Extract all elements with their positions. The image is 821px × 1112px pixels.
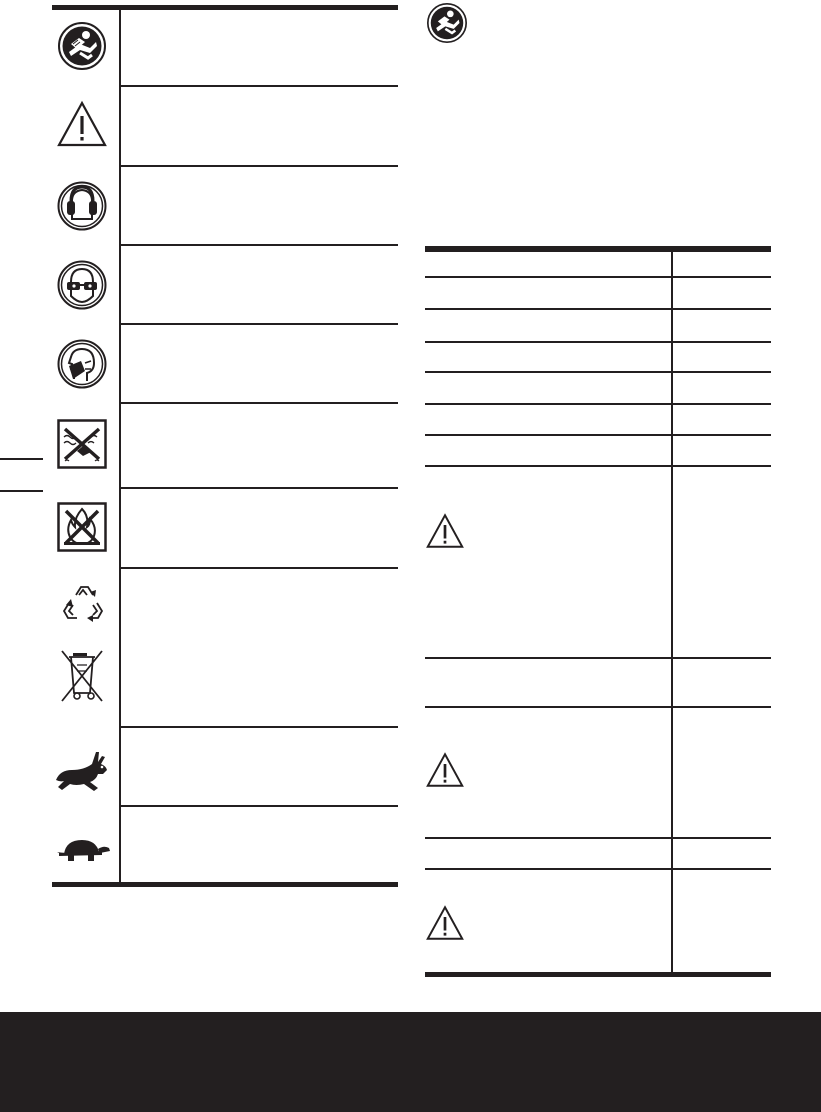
spec-table-top-rule (425, 246, 771, 252)
symbol-table-bottom-rule (52, 882, 398, 887)
spec-row-divider (425, 308, 771, 310)
warning-triangle-icon (425, 513, 465, 554)
read-manual-icon (427, 3, 467, 48)
spec-row-divider (425, 434, 771, 436)
symbol-row-divider (120, 726, 398, 728)
spec-table-bottom-rule (425, 972, 771, 977)
spec-row-divider (425, 657, 771, 659)
read-manual-icon (58, 22, 106, 70)
margin-mark (0, 458, 43, 460)
spec-row-divider (425, 403, 771, 405)
spec-row-divider (425, 341, 771, 343)
recycle-icon (59, 581, 107, 627)
spec-row-divider (425, 371, 771, 373)
dust-mask-icon (57, 339, 107, 389)
symbol-row-divider (120, 244, 398, 246)
spec-row-divider (425, 706, 771, 708)
weee-bin-icon (58, 647, 106, 703)
symbol-row-divider (120, 165, 398, 167)
symbol-row-divider (120, 567, 398, 569)
footer-band (0, 1012, 821, 1112)
ear-protection-icon (57, 181, 107, 231)
right-column (425, 0, 771, 990)
symbol-table (52, 5, 398, 890)
no-fire-icon (57, 502, 107, 552)
no-rain-icon (57, 419, 107, 469)
symbol-table-top-rule (52, 5, 398, 10)
symbol-row-divider (120, 402, 398, 404)
margin-mark (0, 490, 43, 492)
symbol-row-divider (120, 487, 398, 489)
symbol-row-divider (120, 85, 398, 87)
symbol-table-divider (119, 10, 121, 885)
turtle-slow-icon (54, 834, 112, 866)
warning-triangle-icon (425, 905, 465, 946)
spec-row-divider (425, 837, 771, 839)
spec-table-divider (671, 252, 673, 973)
eye-protection-icon (57, 260, 107, 310)
symbol-row-divider (120, 323, 398, 325)
spec-row-divider (425, 868, 771, 870)
symbol-row-divider (120, 805, 398, 807)
warning-triangle-icon (425, 752, 465, 793)
spec-row-divider (425, 465, 771, 467)
rabbit-fast-icon (54, 748, 112, 794)
spec-row-divider (425, 276, 771, 278)
warning-triangle-icon (56, 100, 108, 148)
